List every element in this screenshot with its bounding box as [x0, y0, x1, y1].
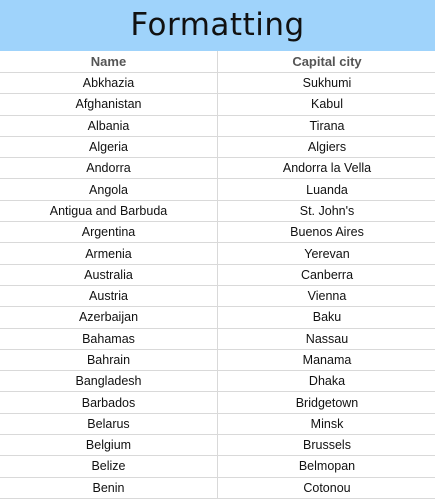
capital-city-cell[interactable]: Luanda	[218, 179, 435, 200]
table-row[interactable]	[0, 73, 435, 94]
capital-city-cell[interactable]: Tirana	[218, 115, 435, 136]
table-row[interactable]	[0, 115, 435, 136]
capital-city-cell[interactable]: Cotonou	[218, 477, 435, 498]
capital-city-cell[interactable]: Andorra la Vella	[218, 158, 435, 179]
capital-city-cell[interactable]: Nassau	[218, 328, 435, 349]
capital-city-cell[interactable]: Vienna	[218, 285, 435, 306]
capital-city-cell[interactable]: Minsk	[218, 413, 435, 434]
capital-city-cell[interactable]: Kabul	[218, 94, 435, 115]
country-name-cell[interactable]: Australia	[0, 264, 218, 285]
country-name-cell[interactable]: Barbados	[0, 392, 218, 413]
country-name-cell[interactable]: Afghanistan	[0, 94, 218, 115]
capital-city-cell[interactable]: Yerevan	[218, 243, 435, 264]
country-name-cell[interactable]: Andorra	[0, 158, 218, 179]
country-name-cell[interactable]: Albania	[0, 115, 218, 136]
table-row[interactable]	[0, 222, 435, 243]
table-row[interactable]	[0, 392, 435, 413]
country-name-cell[interactable]: Azerbaijan	[0, 307, 218, 328]
country-name-cell[interactable]: Armenia	[0, 243, 218, 264]
country-name-cell[interactable]: Argentina	[0, 222, 218, 243]
country-name-cell[interactable]: Angola	[0, 179, 218, 200]
country-name-cell[interactable]: Belgium	[0, 435, 218, 456]
country-name-cell[interactable]: Benin	[0, 477, 218, 498]
table-header-row	[0, 51, 435, 73]
capital-city-cell[interactable]: Bridgetown	[218, 392, 435, 413]
column-header-capital[interactable]: Capital city	[218, 51, 435, 73]
capital-city-cell[interactable]: Buenos Aires	[218, 222, 435, 243]
column-header-name[interactable]: Name	[0, 51, 218, 73]
capital-city-cell[interactable]: Algiers	[218, 136, 435, 157]
table-row[interactable]	[0, 158, 435, 179]
table-row[interactable]	[0, 94, 435, 115]
country-name-cell[interactable]: Bangladesh	[0, 371, 218, 392]
capital-city-cell[interactable]: St. John's	[218, 200, 435, 221]
page-title-banner	[0, 0, 435, 51]
country-name-cell[interactable]: Belize	[0, 456, 218, 477]
table-row[interactable]	[0, 456, 435, 477]
table-row[interactable]	[0, 413, 435, 434]
table-row[interactable]	[0, 243, 435, 264]
capital-city-cell[interactable]: Dhaka	[218, 371, 435, 392]
capital-city-cell[interactable]: Canberra	[218, 264, 435, 285]
table-row[interactable]	[0, 371, 435, 392]
capital-city-cell[interactable]: Baku	[218, 307, 435, 328]
table-row[interactable]	[0, 349, 435, 370]
countries-table	[0, 51, 435, 499]
table-row[interactable]	[0, 264, 435, 285]
capital-city-cell[interactable]: Manama	[218, 349, 435, 370]
country-name-cell[interactable]: Antigua and Barbuda	[0, 200, 218, 221]
table-row[interactable]	[0, 328, 435, 349]
capital-city-cell[interactable]: Brussels	[218, 435, 435, 456]
country-name-cell[interactable]: Belarus	[0, 413, 218, 434]
country-name-cell[interactable]: Algeria	[0, 136, 218, 157]
country-name-cell[interactable]: Abkhazia	[0, 73, 218, 94]
capital-city-cell[interactable]: Sukhumi	[218, 73, 435, 94]
table-row[interactable]	[0, 307, 435, 328]
country-name-cell[interactable]: Austria	[0, 285, 218, 306]
capital-city-cell[interactable]: Belmopan	[218, 456, 435, 477]
country-name-cell[interactable]: Bahamas	[0, 328, 218, 349]
table-row[interactable]	[0, 136, 435, 157]
table-row[interactable]	[0, 200, 435, 221]
table-row[interactable]	[0, 477, 435, 498]
country-name-cell[interactable]: Bahrain	[0, 349, 218, 370]
page-title: Formatting	[130, 7, 305, 43]
table-row[interactable]	[0, 179, 435, 200]
table-row[interactable]	[0, 285, 435, 306]
table-row[interactable]	[0, 435, 435, 456]
